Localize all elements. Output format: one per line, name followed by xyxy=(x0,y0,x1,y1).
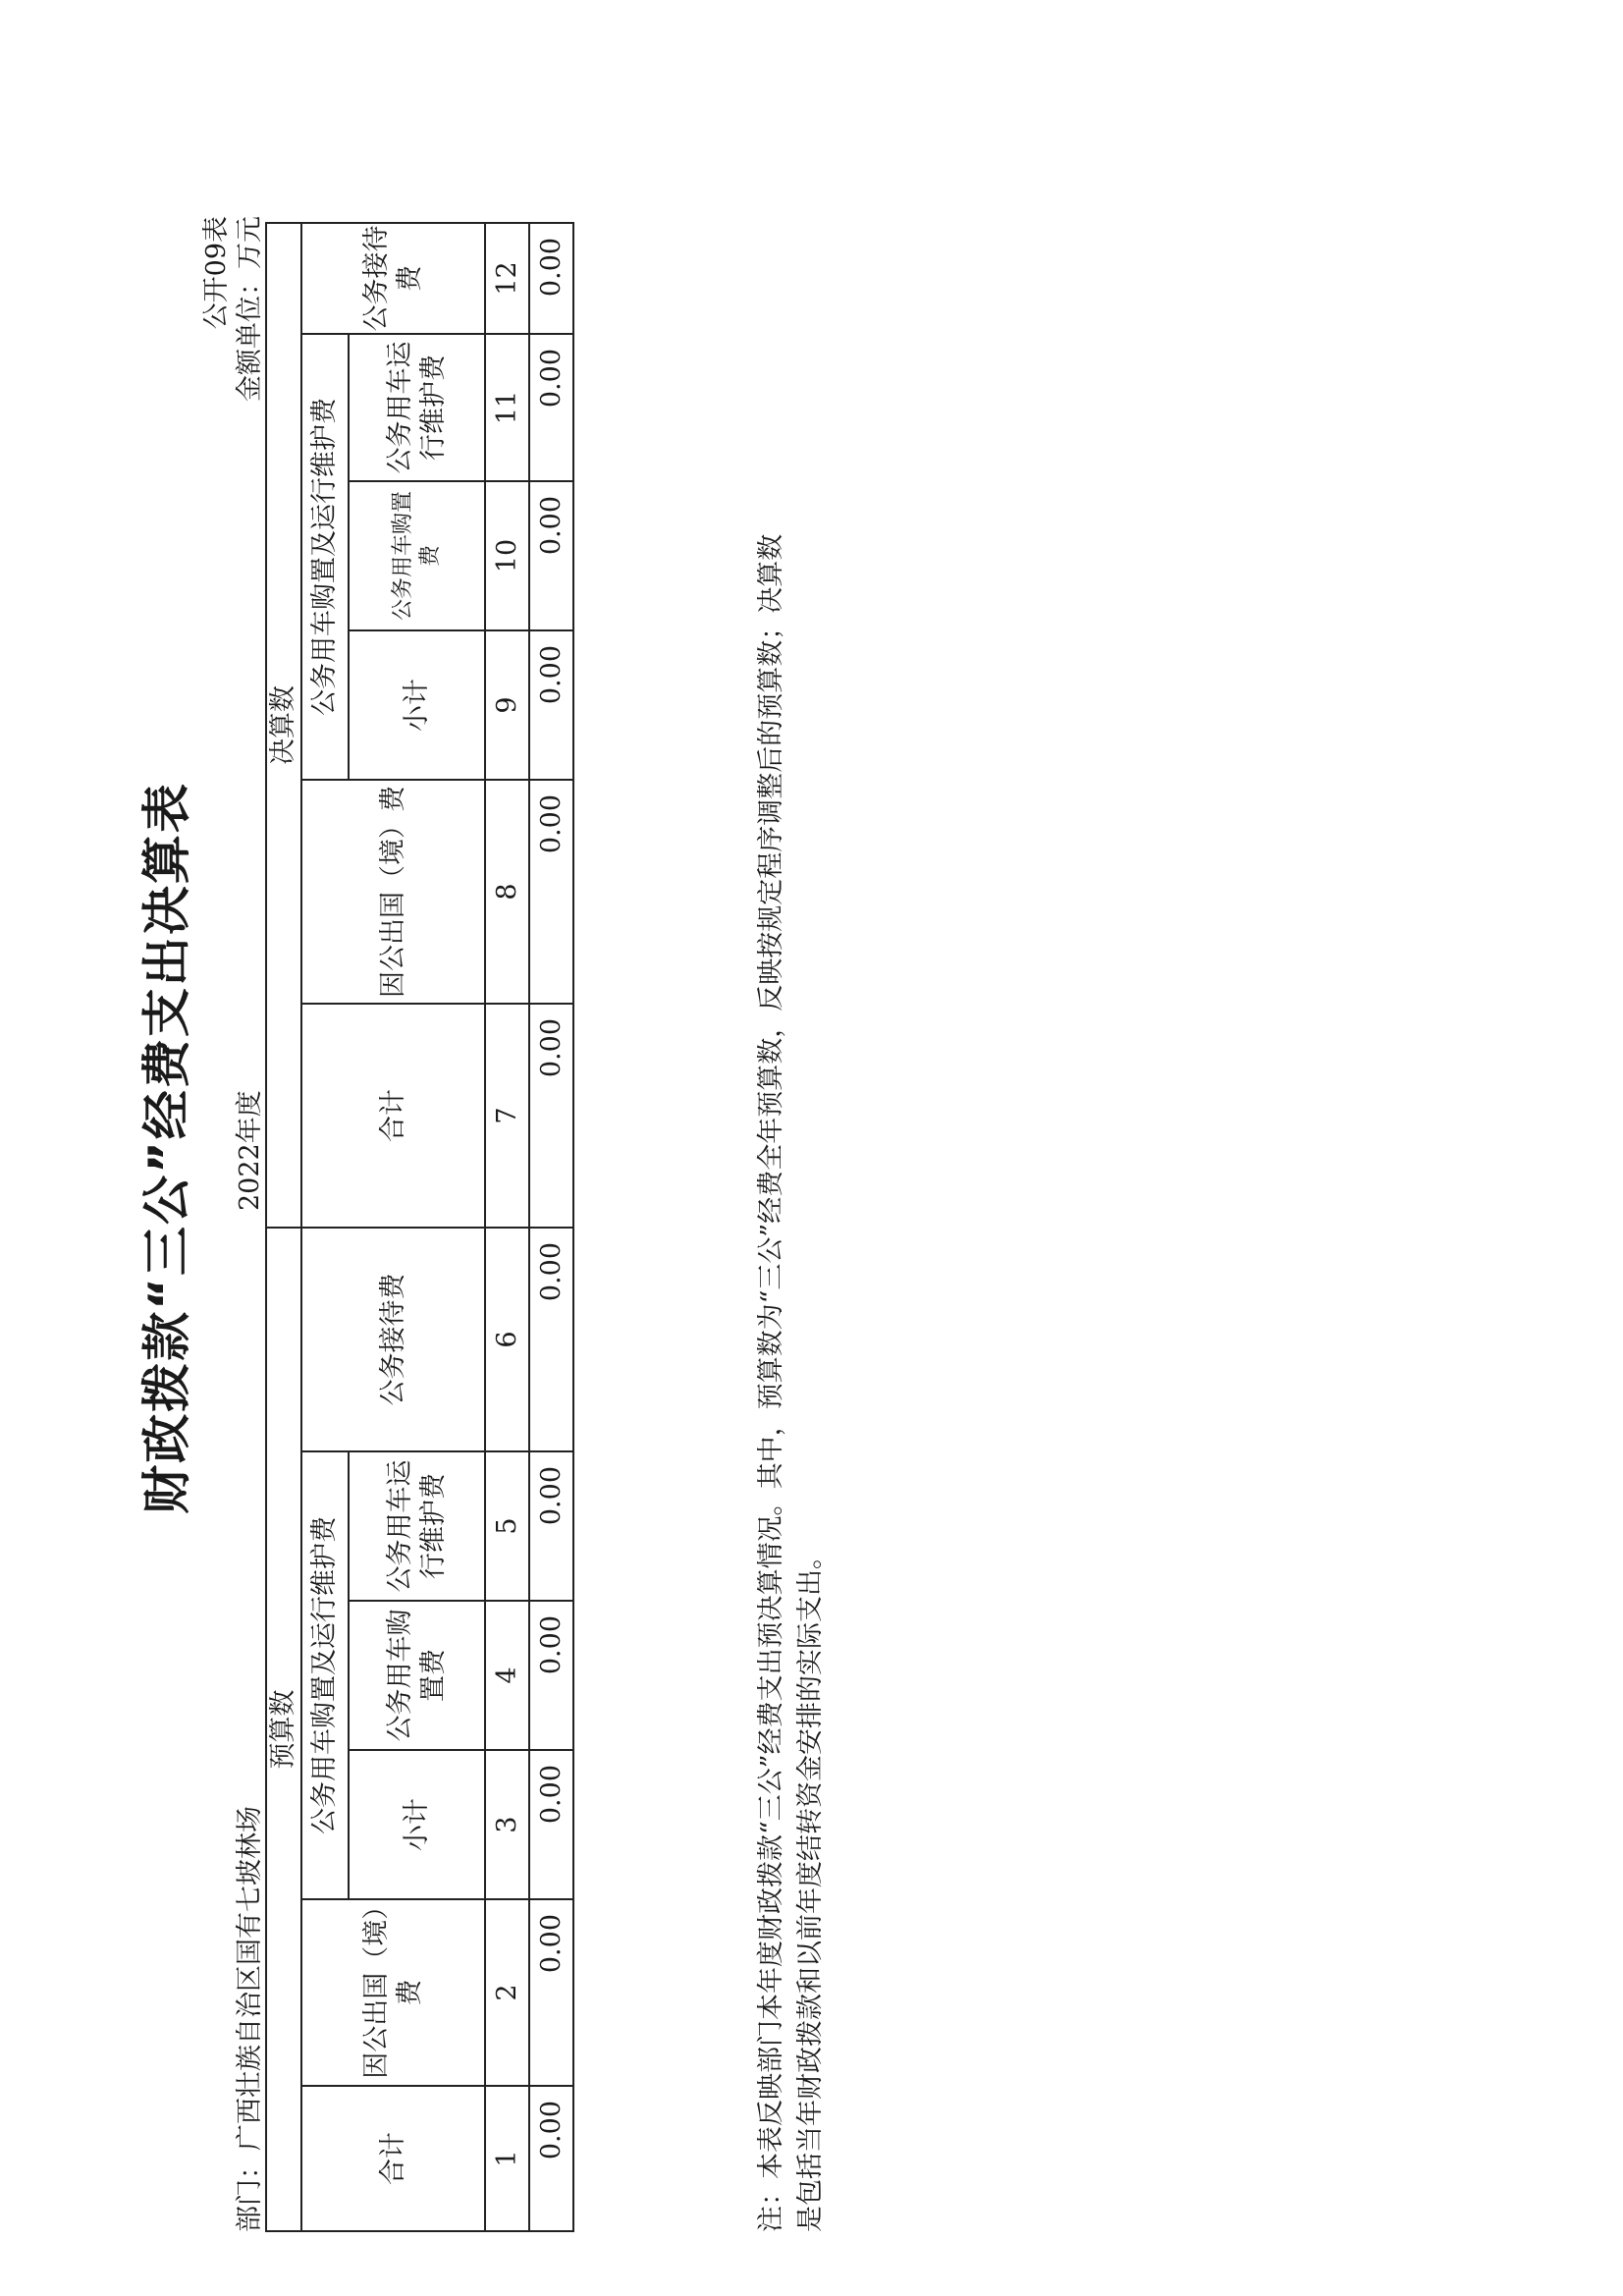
value-cell: 0.00 xyxy=(529,1228,573,1451)
header-actual-subtotal: 小计 xyxy=(349,630,485,780)
col-number: 1 xyxy=(485,2086,529,2231)
amount-unit: 金额单位：万元 xyxy=(235,216,265,402)
col-number: 5 xyxy=(485,1451,529,1601)
col-number: 7 xyxy=(485,1004,529,1228)
value-cell: 0.00 xyxy=(529,780,573,1004)
footnote-line-1: 注：本表反映部门本年度财政拨款“三公”经费支出预决算情况。其中，预算数为“三公”经费全年预算数，反映按规定程序调整后的预算数；决算数 xyxy=(756,533,786,2232)
value-cell: 0.00 xyxy=(529,2086,573,2231)
header-actual-abroad: 因公出国（境）费 xyxy=(301,780,485,1004)
expenditure-table xyxy=(265,222,574,2232)
header-actual-maintenance: 公务用车运行维护费 xyxy=(349,334,485,481)
footnote xyxy=(752,209,831,2232)
header-actual-purchase: 公务用车购置费 xyxy=(349,481,485,630)
header-budget-purchase: 公务用车购置费 xyxy=(349,1601,485,1750)
col-number: 10 xyxy=(485,481,529,630)
value-row xyxy=(529,223,573,2231)
department-name: 广西壮族自治区国有七坡林场 xyxy=(235,1806,265,2151)
group-budget: 预算数 xyxy=(266,1228,301,2231)
page-title: 财政拨款“三公”经费支出决算表 xyxy=(138,782,195,1514)
value-cell: 0.00 xyxy=(529,1451,573,1601)
value-cell: 0.00 xyxy=(529,481,573,630)
department-line xyxy=(228,1804,266,2232)
department-label: 部门： xyxy=(235,2153,265,2232)
header-budget-abroad: 因公出国（境）费 xyxy=(301,1899,485,2086)
col-number: 9 xyxy=(485,630,529,780)
value-cell: 0.00 xyxy=(529,334,573,481)
header-row-1 xyxy=(301,223,349,2231)
header-budget-total: 合计 xyxy=(301,2086,485,2231)
col-number: 2 xyxy=(485,1899,529,2086)
column-number-row xyxy=(485,223,529,2231)
value-cell: 0.00 xyxy=(529,223,573,334)
header-actual-vehicle: 公务用车购置及运行维护费 xyxy=(301,334,349,780)
value-cell: 0.00 xyxy=(529,630,573,780)
col-number: 11 xyxy=(485,334,529,481)
header-budget-reception: 公务接待费 xyxy=(301,1228,485,1451)
header-budget-vehicle: 公务用车购置及运行维护费 xyxy=(301,1451,349,1899)
col-number: 12 xyxy=(485,223,529,334)
header-actual-reception: 公务接待费 xyxy=(301,223,485,334)
fiscal-year: 2022年度 xyxy=(235,1090,265,1211)
group-actual: 决算数 xyxy=(266,223,301,1228)
form-code: 公开09表 xyxy=(201,216,232,330)
header-budget-subtotal: 小计 xyxy=(349,1750,485,1899)
value-cell: 0.00 xyxy=(529,1601,573,1750)
col-number: 6 xyxy=(485,1228,529,1451)
header-budget-maintenance: 公务用车运行维护费 xyxy=(349,1451,485,1601)
footnote-line-2: 是包括当年财政拨款和以前年度结转资金安排的实际支出。 xyxy=(795,1543,826,2232)
col-number: 3 xyxy=(485,1750,529,1899)
col-number: 4 xyxy=(485,1601,529,1750)
value-cell: 0.00 xyxy=(529,1899,573,2086)
value-cell: 0.00 xyxy=(529,1750,573,1899)
group-header-row xyxy=(266,223,301,2231)
col-number: 8 xyxy=(485,780,529,1004)
header-actual-total: 合计 xyxy=(301,1004,485,1228)
value-cell: 0.00 xyxy=(529,1004,573,1228)
